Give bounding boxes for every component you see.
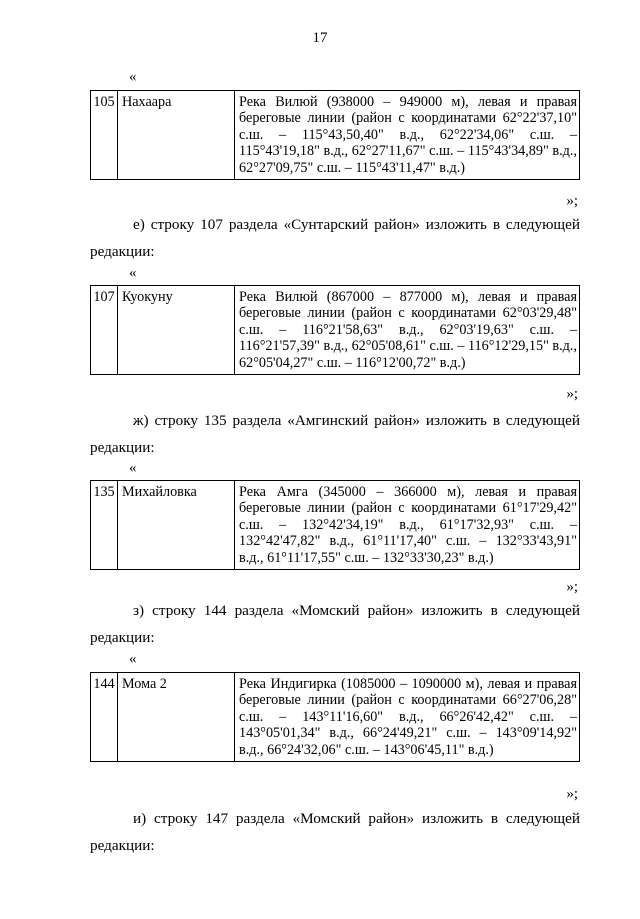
page-number: 17 <box>312 30 328 46</box>
amendment-paragraph-end: редакции: <box>90 439 155 456</box>
row-number: 107 <box>91 286 118 375</box>
opening-quote: « <box>129 460 137 476</box>
table-row <box>91 286 580 375</box>
amendment-paragraph: з) строку 144 раздела «Момский район» изложить в следующей <box>133 602 580 619</box>
row-number: 144 <box>91 673 118 762</box>
site-description: Река Амга (345000 – 366000 м), левая и правая береговые линии (район с координатами 61°17'29,42" с.ш. – 132°42'34,19" в.д., 61°17'32,93" с.ш. – 132°42'47,82" в.д., 61°11'17,40" с.ш. – 132°33'43,91" в.д., 61°11'17,55" с.ш. – 132°33'30,23" в.д.) <box>235 481 580 570</box>
closing-quote: »; <box>566 786 578 802</box>
amendment-paragraph-end: редакции: <box>90 837 155 854</box>
opening-quote: « <box>129 265 137 281</box>
amendment-table <box>90 672 580 762</box>
opening-quote: « <box>129 651 137 667</box>
site-description: Река Вилюй (938000 – 949000 м), левая и правая береговые линии (район с координатами 62°22'37,10" с.ш. – 115°43,50,40" в.д., 62°22'34,06" с.ш. – 115°43'19,18" в.д., 62°27'11,67" с.ш. – 115°43'34,89" в.д., 62°27'09,75" с.ш. – 115°43'11,47" в.д.) <box>235 91 580 180</box>
site-name: Михайловка <box>118 481 235 570</box>
site-description: Река Индигирка (1085000 – 1090000 м), левая и правая береговые линии (район с координатами 66°27'06,28" с.ш. – 143°11'16,60" в.д., 66°26'42,42" с.ш. – 143°05'01,34" в.д., 66°24'49,21" с.ш. – 143°09'14,92" в.д., 66°24'32,06" с.ш. – 143°06'45,11" в.д.) <box>235 673 580 762</box>
table-row <box>91 91 580 180</box>
site-name: Мома 2 <box>118 673 235 762</box>
amendment-paragraph-end: редакции: <box>90 243 155 260</box>
site-name: Куокуну <box>118 286 235 375</box>
amendment-paragraph: ж) строку 135 раздела «Амгинский район» изложить в следующей <box>133 412 580 429</box>
closing-quote: »; <box>566 193 578 209</box>
amendment-paragraph: е) строку 107 раздела «Сунтарский район» изложить в следующей <box>133 216 580 233</box>
amendment-table <box>90 480 580 570</box>
amendment-paragraph-end: редакции: <box>90 629 155 646</box>
amendment-paragraph: и) строку 147 раздела «Момский район» изложить в следующей <box>133 810 580 827</box>
row-number: 135 <box>91 481 118 570</box>
table-row <box>91 481 580 570</box>
closing-quote: »; <box>566 386 578 402</box>
amendment-table <box>90 285 580 375</box>
closing-quote: »; <box>566 579 578 595</box>
row-number: 105 <box>91 91 118 180</box>
table-row <box>91 673 580 762</box>
site-name: Нахаара <box>118 91 235 180</box>
amendment-table <box>90 90 580 180</box>
site-description: Река Вилюй (867000 – 877000 м), левая и правая береговые линии (район с координатами 62°03'29,48" с.ш. – 116°21'58,63" в.д., 62°03'19,63" с.ш. – 116°21'57,39" в.д., 62°05'08,61" с.ш. – 116°12'29,15" в.д., 62°05'04,27" с.ш. – 116°12'00,72" в.д.) <box>235 286 580 375</box>
opening-quote: « <box>129 69 137 85</box>
